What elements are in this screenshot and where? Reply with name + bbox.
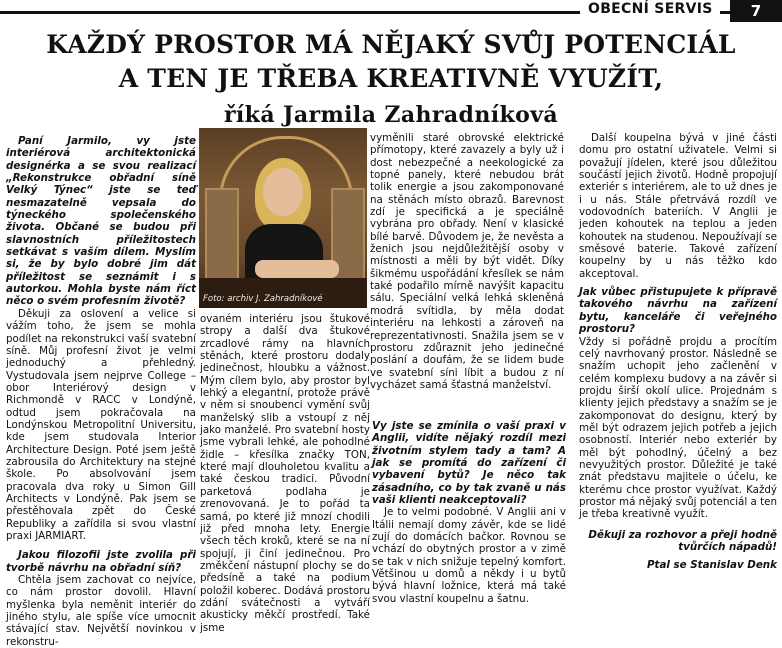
answer-2-body: ovaném interiéru jsou štukové stropy a další dva štukové zrcadlové rámy na hlavních stěnách, které prostoru dodaly jedinečnost, hloubku a vážnost. Mým cílem bylo, aby prostor byl lehký a elegantní, protože právě v něm si snoubenci vymění svůj manželský slib a vstoupí z něj jako manželé. Pro svatební hosty jsme vybrali lehké, ale pohodlné židle – křesílka značky TON, které mají dlouholetou kvalitu a také českou tradici. Původní parketová podlaha je zrenovovaná. Je to pořád ta samá, po které již mnozí chodili již před mnoha lety. Energie všech těch kroků, které se na ní spojují, ji činí jedinečnou. Pro změkčení nástupní plochy se do předsíně a také na podium položil koberec. Dodává prostoru zdání svátečnosti a vytváří akusticky měkčí prostředí. Také jsme — [200, 313, 370, 634]
answer-2-continued: vyměnili staré obrovské elektrické přímotopy, které zavazely a byly už i dost nebezpečné a neekologické za topné panely, které nebudou brát tolik energie a jsou zakomponované na stěnách místo obrazů. Barevnost zdí je specifická a je speciálně vybrána pro obřady. Není v klasické bílé barvě. Důvodem je, že nevěsta a ženich jsou nejdůležitější osoby v místnosti a měli by být vidět. Díky šikmému uspořádání křesílek se nám také podařilo mírně navýšit kapacitu sálu. Speciální velká lehká skleněná modrá svítidla, by měla dodat interiéru na lehkosti a zároveň na reprezentativnosti. Snažila jsem se v prostoru zdůraznit jeho jedinečné poslání a doufám, že se lidem bude ve svatební síni líbit a budou z ní vycházet samá šťastná manželství. — [370, 132, 564, 391]
column-3-bottom — [372, 420, 566, 605]
header-rule — [0, 11, 580, 14]
page-header — [0, 0, 782, 22]
question-2: Jakou filozofii jste zvolila při tvorbě návrhu na obřadní síň? — [6, 549, 196, 574]
photo-arms — [255, 260, 339, 278]
photo-caption: Foto: archiv J. Zahradníkové — [203, 294, 323, 304]
answer-3: Je to velmi podobné. V Anglii ani v Itálii nemají domy závěr, kde se lidé zují do domácích bačkor. Rovnou se vchází do obytných prostor a v zimě se tak v nich snižuje tepelný komfort. Většinou u domů a někdy i u bytů bývá hlavní ložnice, která má také svou vlastní koupelnu a šatnu. — [372, 506, 566, 605]
section-title: OBECNÍ SERVIS — [588, 1, 713, 17]
column-3-top — [370, 132, 564, 391]
page-number: 7 — [730, 0, 782, 22]
headline-line-2: A TEN JE TŘEBA KREATIVNĚ VYUŽÍT, — [118, 64, 664, 93]
article-headline — [0, 28, 782, 132]
answer-3-continued: Další koupelna bývá v jiné části domu pro ostatní uživatele. Velmi si považují jídelen, které jsou důležitou součástí jejich životů. Hodně propojují exteriér s interiérem, ale to už dnes je i u nás. Stále přetrvává rozdíl ve vodovodních bateriích. V Anglii je jeden kohoutek na teplou a jeden kohoutek na studenou. Nepoužívají se směsové baterie. Takové zařízení koupelny by u nás těžko kdo akceptoval. — [579, 132, 777, 280]
answer-1: Děkuji za oslovení a velice si vážím toho, že jsem se mohla podílet na rekonstrukci vaší svatební síně. Můj profesní život je velmi jednoduchý a přehledný. Vystudovala jsem nejprve College – obor Interiérový design v Richmondě v RACC v Londýně, odtud jsem pokračovala na Londýnskou Metropolitní Universitu, kde jsem studovala Interior Architecture Design. Poté jsem ještě zabrousila do Architektury na stejné škole. Po absolvování jsem pracovala dva roky u Simon Gill Architects v Londýně. Pak jsem se přestěhovala zpět do České Republiky a zařídila si svou vlastní praxi JARMIART. — [6, 307, 196, 542]
portrait-photo — [199, 128, 367, 308]
question-1: Paní Jarmilo, vy jste interiérová architektonická designérka a se svou realizací „Rekonstrukce obřadní síně Velký Týnec“ jste se teď nesmazatelně vepsala do týneckého společenského života. Občané se budou při slavnostních příležitostech setkávat s vaším dílem. Myslím si, že by bylo dobré jim dát příležitost se seznámit i s autorkou. Mohla byste nám říct něco o svém profesním životě? — [6, 135, 196, 308]
question-3: Vy jste se zmínila o vaší praxi v Anglii, vidíte nějaký rozdíl mezi životním stylem tady a tam? A jak se promítá do zařízení či vybavení bytů? Je něco tak zásadního, co by tak zvaně u nás vaši klienti neakceptovali? — [372, 420, 566, 507]
closing-thanks: Děkuji za rozhovor a přeji hodně tvůrčích nápadů! — [588, 528, 777, 553]
answer-2: Chtěla jsem zachovat co nejvíce, co nám prostor dovolil. Hlavní myšlenka byla neměnit interiér do jiného stylu, ale spíše více umocnit stávající stav. Největší novinkou v rekonstru- — [6, 574, 196, 648]
header-rule-right — [720, 11, 730, 14]
column-1 — [6, 135, 196, 648]
headline-byline: říká Jarmila Zahradníková — [223, 102, 559, 128]
column-4 — [579, 132, 777, 572]
photo-face — [263, 168, 303, 216]
question-4: Jak vůbec přistupujete k přípravě takového návrhu na zařízení bytu, kanceláře či veřejného prostoru? — [579, 286, 777, 336]
answer-4: Vždy si pořádně projdu a procítím celý navrhovaný prostor. Následně se snažím uchopit jeho začlenění v celém komplexu budovy a na závěr si projdu širší okolí ulice. Projednám s klienty jejich představy a snažím se je zakomponovat do designu, který by měl být odrazem jejich potřeb a jejich osobností. Interiér nebo exteriér by měl být pohodlný, účelný a bez nevyužitých prostor. Důležité je také znát představu majitele o účelu, ke kterému chce prostor využívat. Každý prostor má nějaký svůj potenciál a ten je třeba kreativně využít. — [579, 335, 777, 521]
headline-line-1: KAŽDÝ PROSTOR MÁ NĚJAKÝ SVŮJ POTENCIÁL — [46, 30, 736, 59]
author-signature: Ptal se Stanislav Denk — [647, 559, 777, 572]
column-2-bottom — [200, 313, 370, 634]
